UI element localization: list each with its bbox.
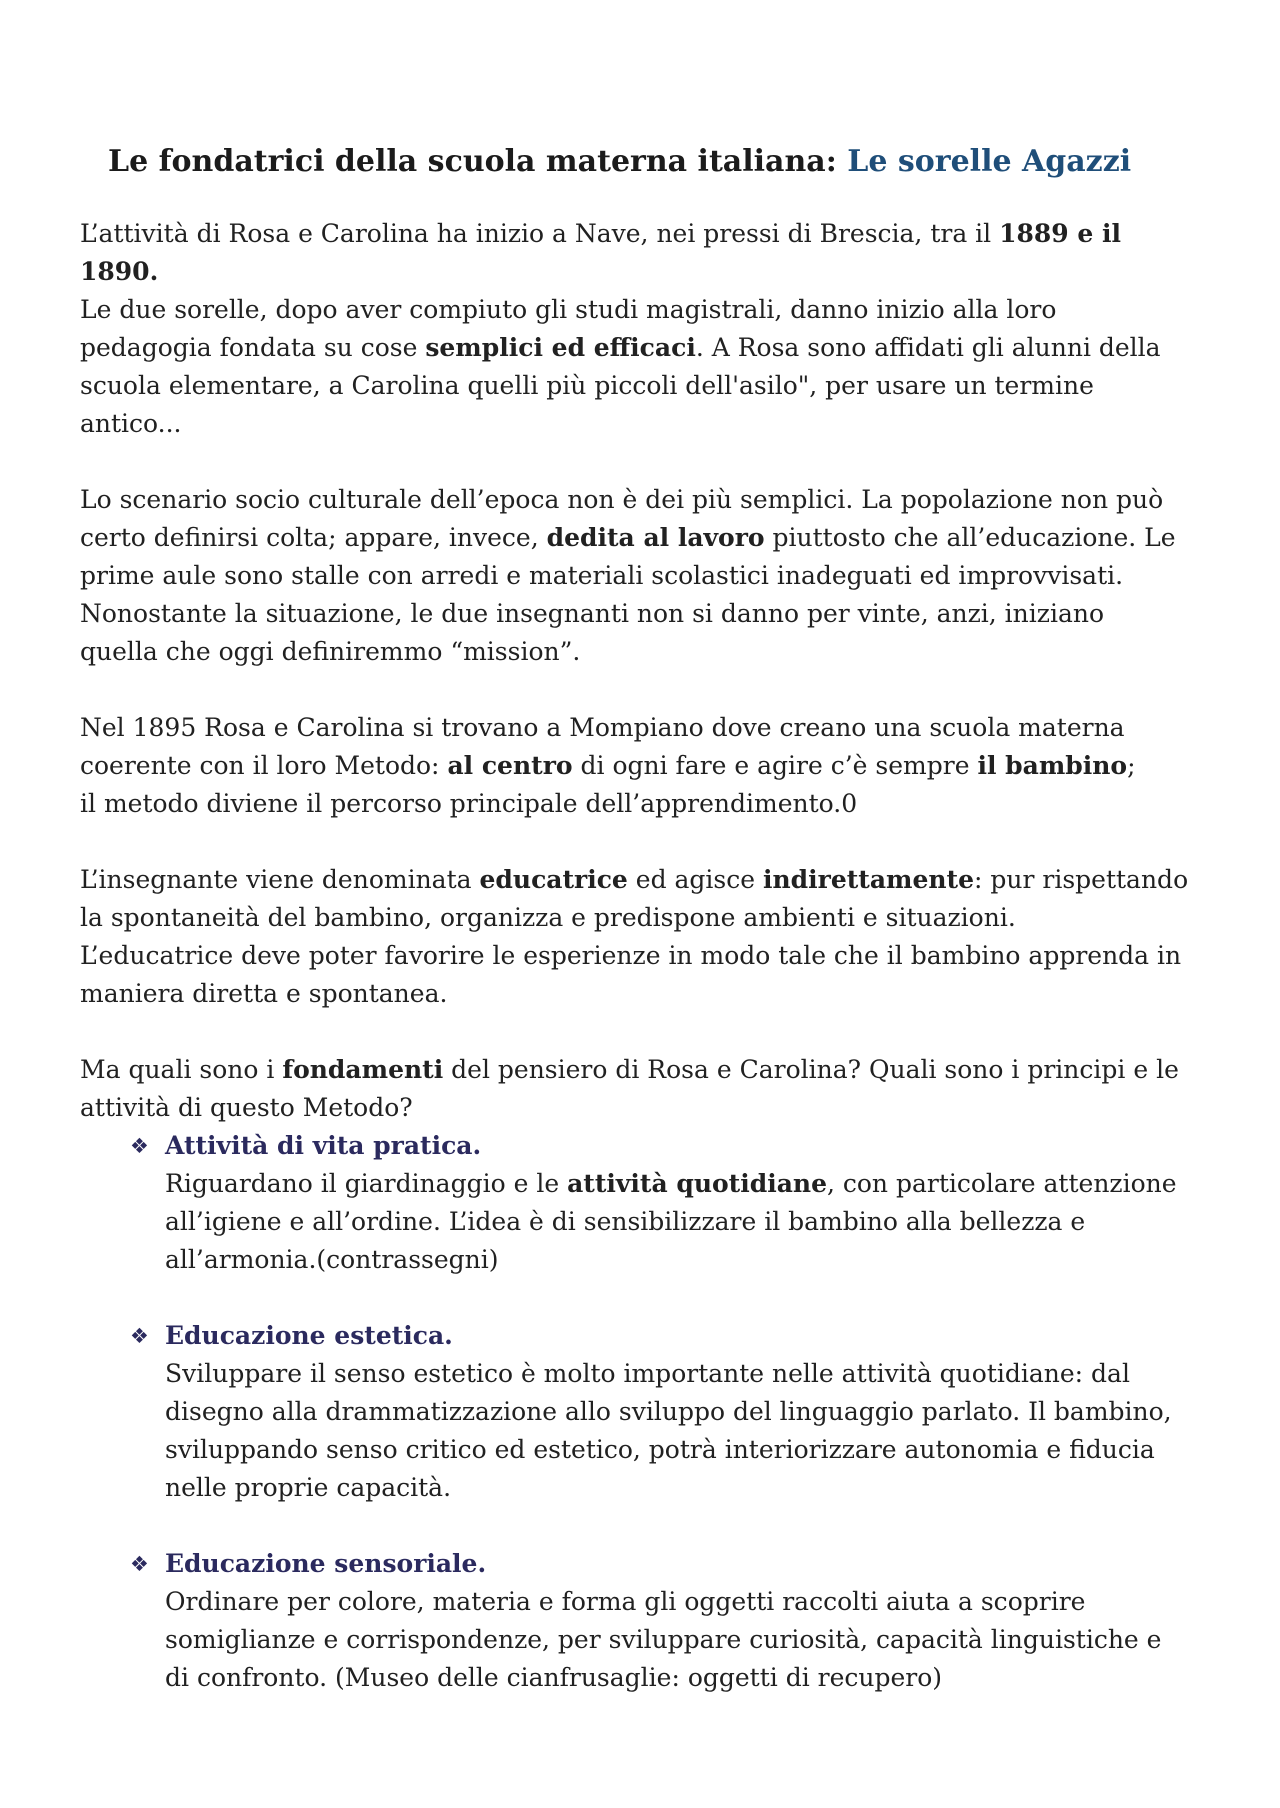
- text-run: Le due sorelle, dopo aver compiuto gli studi magistrali, danno inizio alla loro: [80, 295, 1057, 324]
- text-run: Sviluppare il senso estetico è molto importante nelle attività quotidiane: dal: [165, 1359, 1130, 1388]
- paragraph: [80, 1051, 1196, 1127]
- page-title-main: Le fondatrici della scuola materna italiana:: [108, 144, 848, 179]
- bullet-body: [165, 1583, 1196, 1697]
- text-run: pedagogia fondata su cose: [80, 333, 426, 362]
- text-run: la spontaneità del bambino, organizza e predispone ambienti e situazioni.: [80, 903, 1016, 932]
- text-run: disegno alla drammatizzazione allo sviluppo del linguaggio parlato. Il bambino,: [165, 1397, 1172, 1426]
- list-item: [80, 1317, 1196, 1507]
- paragraph: [80, 215, 1196, 443]
- paragraph: [80, 861, 1196, 1013]
- text-run: all’igiene e all’ordine. L’idea è di sensibilizzare il bambino alla bellezza e: [165, 1207, 1086, 1236]
- bold-text-run: 1889 e il 1890.: [80, 219, 1121, 286]
- text-run: L’educatrice deve poter favorire le esperienze in modo tale che il bambino apprenda in: [80, 941, 1182, 970]
- bullet-content: [165, 1545, 1196, 1697]
- list-item: [80, 1127, 1196, 1279]
- bullet-heading: Educazione sensoriale.: [165, 1549, 487, 1578]
- text-run: nelle proprie capacità.: [165, 1473, 452, 1502]
- text-run: . A Rosa sono affidati gli alunni della: [695, 333, 1161, 362]
- text-run: , con particolare attenzione: [826, 1169, 1177, 1198]
- text-run: ed agisce: [627, 865, 763, 894]
- bullet-heading: Attività di vita pratica.: [165, 1131, 482, 1160]
- bold-text-run: semplici ed efficaci: [425, 333, 696, 362]
- text-run: Nonostante la situazione, le due insegnanti non si danno per vinte, anzi, iniziano: [80, 599, 1104, 628]
- text-run: piuttosto che all’educazione. Le: [764, 523, 1176, 552]
- bullet-content: [165, 1317, 1196, 1507]
- bold-text-run: educatrice: [479, 865, 628, 894]
- text-run: certo definirsi colta; appare, invece,: [80, 523, 547, 552]
- text-run: somiglianze e corrispondenze, per sviluppare curiosità, capacità linguistiche e: [165, 1625, 1162, 1654]
- paragraph: [80, 709, 1196, 823]
- paragraph: [80, 481, 1196, 671]
- bullet-diamond-icon: ❖: [130, 1552, 149, 1576]
- text-run: Lo scenario socio culturale dell’epoca non è dei più semplici. La popolazione non può: [80, 485, 1164, 514]
- text-run: Riguardano il giardinaggio e le: [165, 1169, 568, 1198]
- bullet-body: [165, 1165, 1196, 1279]
- text-run: maniera diretta e spontanea.: [80, 979, 448, 1008]
- paragraphs: [80, 215, 1196, 1127]
- bullet-heading: Educazione estetica.: [165, 1321, 453, 1350]
- bold-text-run: attività quotidiane: [567, 1169, 827, 1198]
- text-run: di confronto. (Museo delle cianfrusaglie: oggetti di recupero): [165, 1663, 943, 1692]
- text-run: all’armonia.(contrassegni): [165, 1245, 499, 1274]
- bullet-list: [80, 1127, 1196, 1697]
- bold-text-run: al centro: [447, 751, 573, 780]
- text-run: quella che oggi definiremmo “mission”.: [80, 637, 581, 666]
- page-title-highlight: Le sorelle Agazzi: [847, 144, 1132, 179]
- bold-text-run: dedita al lavoro: [546, 523, 765, 552]
- text-run: L’insegnante viene denominata: [80, 865, 480, 894]
- text-run: antico...: [80, 409, 182, 438]
- bold-text-run: indirettamente: [763, 865, 975, 894]
- text-run: di ogni fare e agire c’è sempre: [572, 751, 978, 780]
- text-run: prime aule sono stalle con arredi e materiali scolastici inadeguati ed improvvisati.: [80, 561, 1124, 590]
- bullet-content: [165, 1127, 1196, 1279]
- text-run: Ma quali sono i: [80, 1055, 283, 1084]
- bullet-diamond-icon: ❖: [130, 1134, 149, 1158]
- text-run: L’attività di Rosa e Carolina ha inizio a Nave, nei pressi di Brescia, tra il: [80, 219, 1000, 248]
- bullet-body: [165, 1355, 1196, 1507]
- text-run: : pur rispettando: [974, 865, 1189, 894]
- text-run: Ordinare per colore, materia e forma gli oggetti raccolti aiuta a scoprire: [165, 1587, 1086, 1616]
- bold-text-run: fondamenti: [282, 1055, 444, 1084]
- page-title: [80, 142, 1196, 181]
- text-run: il metodo diviene il percorso principale dell’apprendimento.0: [80, 789, 858, 818]
- text-run: coerente con il loro Metodo:: [80, 751, 448, 780]
- text-run: sviluppando senso critico ed estetico, potrà interiorizzare autonomia e fiducia: [165, 1435, 1155, 1464]
- bullet-diamond-icon: ❖: [130, 1324, 149, 1348]
- text-run: Nel 1895 Rosa e Carolina si trovano a Mompiano dove creano una scuola materna: [80, 713, 1125, 742]
- text-run: attività di questo Metodo?: [80, 1093, 413, 1122]
- text-run: ;: [1127, 751, 1136, 780]
- list-item: [80, 1545, 1196, 1697]
- text-run: scuola elementare, a Carolina quelli più piccoli dell'asilo", per usare un termine: [80, 371, 1094, 400]
- text-run: del pensiero di Rosa e Carolina? Quali sono i principi e le: [443, 1055, 1179, 1084]
- bold-text-run: il bambino: [977, 751, 1128, 780]
